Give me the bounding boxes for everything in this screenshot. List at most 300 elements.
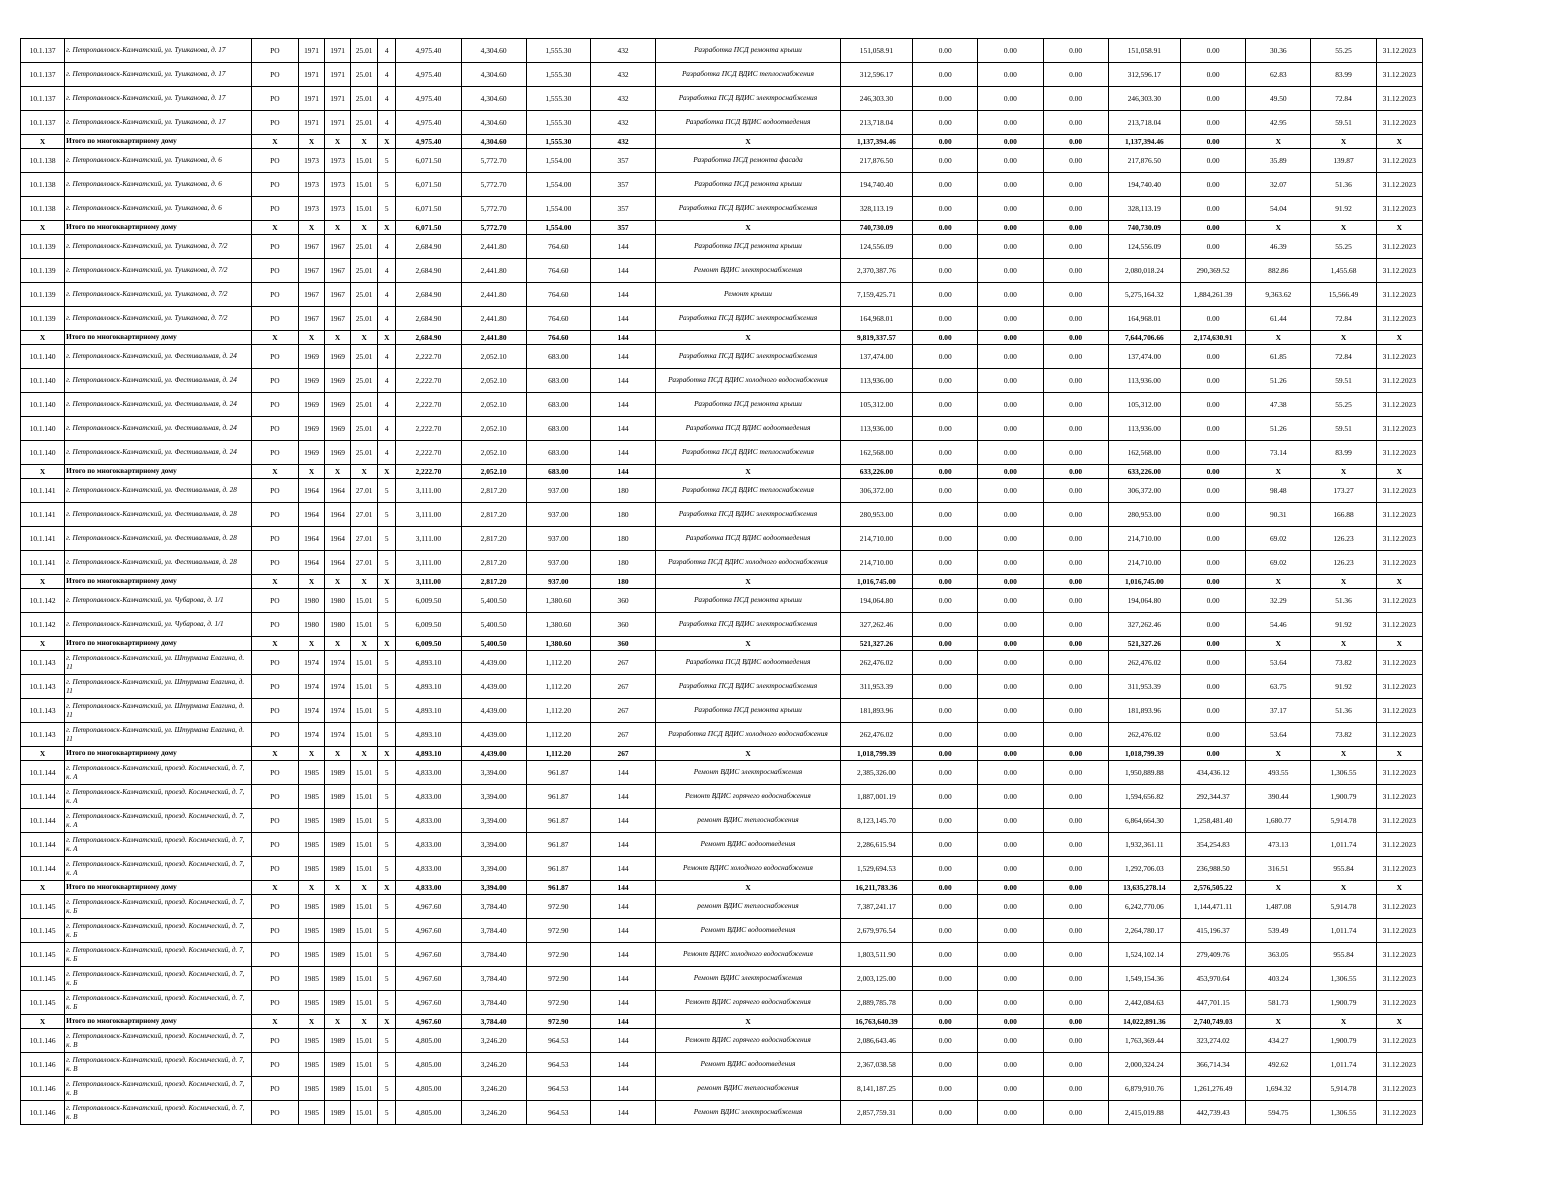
total-cost-cell: 521,327.26 <box>840 637 912 651</box>
year-built-cell: 1969 <box>298 441 324 465</box>
residents-cell: 432 <box>590 135 655 149</box>
total-area-cell: 4,967.60 <box>396 967 461 991</box>
table-row <box>21 393 1423 417</box>
x-mark-cell: Х <box>378 881 396 895</box>
total-cost-cell: 633,226.00 <box>840 465 912 479</box>
floors-cell: 5 <box>378 589 396 613</box>
x-mark-cell: Х <box>325 575 351 589</box>
year-built-cell: 1974 <box>298 651 324 675</box>
cost-federal-cell: 0.00 <box>913 149 978 173</box>
cost-local-cell: 0.00 <box>1043 589 1108 613</box>
x-mark-cell: Х <box>21 575 65 589</box>
x-mark-cell: Х <box>1311 135 1376 149</box>
cost-owners-cell: 6,864,664.30 <box>1108 809 1180 833</box>
total-row <box>21 135 1423 149</box>
roof-area-cell: 937.00 <box>526 479 590 503</box>
total-area-cell: 3,111.00 <box>396 479 461 503</box>
year-commission-cell: 1971 <box>325 39 351 63</box>
x-mark-cell: Х <box>351 331 378 345</box>
cost-regional-cell: 0.00 <box>978 259 1043 283</box>
total-cost-cell: 1,887,001.19 <box>840 785 912 809</box>
cost-other-cell: 366,714.34 <box>1180 1053 1245 1077</box>
floors-cell: 5 <box>378 943 396 967</box>
year-built-cell: 1973 <box>298 173 324 197</box>
address-cell: г. Петропавловск-Камчатский, ул. Фестивальная, д. 28 <box>65 527 252 551</box>
x-mark-cell: Х <box>298 221 324 235</box>
year-commission-cell: 1980 <box>325 589 351 613</box>
cost-owners-cell: 105,312.00 <box>1108 393 1180 417</box>
year-built-cell: 1985 <box>298 1053 324 1077</box>
residents-cell: 180 <box>590 551 655 575</box>
year-commission-cell: 1971 <box>325 87 351 111</box>
total-cost-cell: 2,889,785.78 <box>840 991 912 1015</box>
unit-cost-cell: 98.48 <box>1246 479 1311 503</box>
cost-other-cell: 0.00 <box>1180 479 1245 503</box>
owner-cell: РО <box>251 1077 298 1101</box>
roof-area-cell: 1,112.20 <box>526 651 590 675</box>
x-mark-cell: Х <box>378 465 396 479</box>
residents-cell: 144 <box>590 943 655 967</box>
cost-owners-cell: 1,524,102.14 <box>1108 943 1180 967</box>
cost-other-cell: 0.00 <box>1180 675 1245 699</box>
total-area-cell: 3,111.00 <box>396 575 461 589</box>
owner-cell: РО <box>251 943 298 967</box>
floors-cell: 5 <box>378 809 396 833</box>
cost-owners-cell: 1,932,361.11 <box>1108 833 1180 857</box>
total-cost-cell: 9,819,337.57 <box>840 331 912 345</box>
roof-area-cell: 961.87 <box>526 833 590 857</box>
address-cell: г. Петропавловск-Камчатский, ул. Штурмана Елагина, д. 11 <box>65 699 252 723</box>
address-cell: г. Петропавловск-Камчатский, ул. Тушканова, д. 17 <box>65 111 252 135</box>
year-built-cell: 1985 <box>298 1029 324 1053</box>
total-area-cell: 4,893.10 <box>396 723 461 747</box>
x-mark-cell: Х <box>1376 465 1422 479</box>
residents-cell: 144 <box>590 259 655 283</box>
work-type-cell: Разработка ПСД ремонта крыши <box>656 589 841 613</box>
year-commission-cell: 1989 <box>325 943 351 967</box>
x-mark-cell: Х <box>1246 331 1311 345</box>
year-built-cell: 1985 <box>298 991 324 1015</box>
total-label-cell: Итого по многоквартирному дому <box>65 747 252 761</box>
residential-area-cell: 2,052.10 <box>461 465 526 479</box>
roof-area-cell: 1,555.30 <box>526 135 590 149</box>
row-number-cell: 10.1.139 <box>21 307 65 331</box>
total-label-cell: Итого по многоквартирному дому <box>65 1015 252 1029</box>
cost-other-cell: 354,254.83 <box>1180 833 1245 857</box>
unit-cost-cell: 32.07 <box>1246 173 1311 197</box>
unit-cost-cell: 53.64 <box>1246 723 1311 747</box>
cost-owners-cell: 311,953.39 <box>1108 675 1180 699</box>
wall-material-cell: 15.01 <box>351 919 378 943</box>
roof-area-cell: 683.00 <box>526 393 590 417</box>
unit-cost-cell: 53.64 <box>1246 651 1311 675</box>
year-commission-cell: 1967 <box>325 235 351 259</box>
unit-cost-cell: 390.44 <box>1246 785 1311 809</box>
floors-cell: 4 <box>378 441 396 465</box>
address-cell: г. Петропавловск-Камчатский, проезд. Космический, д. 7, к. А <box>65 833 252 857</box>
roof-area-cell: 764.60 <box>526 259 590 283</box>
residential-area-cell: 2,052.10 <box>461 441 526 465</box>
work-type-cell: Разработка ПСД ВДИС электроснабжения <box>656 503 841 527</box>
year-commission-cell: 1964 <box>325 479 351 503</box>
year-commission-cell: 1969 <box>325 345 351 369</box>
residential-area-cell: 5,772.70 <box>461 173 526 197</box>
address-cell: г. Петропавловск-Камчатский, ул. Штурмана Елагина, д. 11 <box>65 675 252 699</box>
work-type-cell: Разработка ПСД ремонта крыши <box>656 173 841 197</box>
cost-other-cell: 1,258,481.40 <box>1180 809 1245 833</box>
total-cost-cell: 328,113.19 <box>840 197 912 221</box>
address-cell: г. Петропавловск-Камчатский, проезд. Космический, д. 7, к. А <box>65 785 252 809</box>
floors-cell: 5 <box>378 833 396 857</box>
cost-other-cell: 0.00 <box>1180 551 1245 575</box>
x-mark-cell: Х <box>298 1015 324 1029</box>
unit-cost-cell: 363.05 <box>1246 943 1311 967</box>
address-cell: г. Петропавловск-Камчатский, ул. Фестивальная, д. 24 <box>65 417 252 441</box>
deadline-cell: 31.12.2023 <box>1376 551 1422 575</box>
x-mark-cell: Х <box>656 881 841 895</box>
total-area-cell: 4,833.00 <box>396 761 461 785</box>
cost-owners-cell: 1,763,369.44 <box>1108 1029 1180 1053</box>
cost-regional-cell: 0.00 <box>978 991 1043 1015</box>
unit-cost-cell: 492.62 <box>1246 1053 1311 1077</box>
cost-regional-cell: 0.00 <box>978 967 1043 991</box>
year-built-cell: 1985 <box>298 833 324 857</box>
cost-local-cell: 0.00 <box>1043 221 1108 235</box>
cost-other-cell: 236,988.50 <box>1180 857 1245 881</box>
cost-other-cell: 0.00 <box>1180 575 1245 589</box>
cost-other-cell: 1,144,471.11 <box>1180 895 1245 919</box>
residential-area-cell: 3,394.00 <box>461 881 526 895</box>
table-row <box>21 87 1423 111</box>
year-built-cell: 1967 <box>298 259 324 283</box>
cost-federal-cell: 0.00 <box>913 857 978 881</box>
cost-local-cell: 0.00 <box>1043 1101 1108 1125</box>
unit-limit-cell: 1,900.79 <box>1311 1029 1376 1053</box>
floors-cell: 5 <box>378 723 396 747</box>
roof-area-cell: 1,554.00 <box>526 173 590 197</box>
year-built-cell: 1985 <box>298 761 324 785</box>
address-cell: г. Петропавловск-Камчатский, проезд. Космический, д. 7, к. Б <box>65 967 252 991</box>
unit-limit-cell: 72.84 <box>1311 345 1376 369</box>
x-mark-cell: Х <box>656 637 841 651</box>
cost-other-cell: 442,739.43 <box>1180 1101 1245 1125</box>
cost-other-cell: 0.00 <box>1180 111 1245 135</box>
x-mark-cell: Х <box>1246 1015 1311 1029</box>
roof-area-cell: 937.00 <box>526 503 590 527</box>
roof-area-cell: 1,555.30 <box>526 63 590 87</box>
total-cost-cell: 194,740.40 <box>840 173 912 197</box>
x-mark-cell: Х <box>378 331 396 345</box>
residents-cell: 144 <box>590 1053 655 1077</box>
total-cost-cell: 113,936.00 <box>840 369 912 393</box>
floors-cell: 4 <box>378 87 396 111</box>
x-mark-cell: Х <box>1376 1015 1422 1029</box>
x-mark-cell: Х <box>1311 575 1376 589</box>
cost-federal-cell: 0.00 <box>913 613 978 637</box>
cost-other-cell: 0.00 <box>1180 651 1245 675</box>
total-area-cell: 4,833.00 <box>396 785 461 809</box>
cost-regional-cell: 0.00 <box>978 895 1043 919</box>
address-cell: г. Петропавловск-Камчатский, проезд. Космический, д. 7, к. Б <box>65 991 252 1015</box>
cost-other-cell: 0.00 <box>1180 135 1245 149</box>
cost-local-cell: 0.00 <box>1043 465 1108 479</box>
x-mark-cell: Х <box>1246 637 1311 651</box>
cost-regional-cell: 0.00 <box>978 1077 1043 1101</box>
floors-cell: 5 <box>378 479 396 503</box>
cost-owners-cell: 1,292,706.03 <box>1108 857 1180 881</box>
wall-material-cell: 15.01 <box>351 809 378 833</box>
x-mark-cell: Х <box>351 135 378 149</box>
cost-other-cell: 0.00 <box>1180 503 1245 527</box>
x-mark-cell: Х <box>378 747 396 761</box>
cost-regional-cell: 0.00 <box>978 197 1043 221</box>
x-mark-cell: Х <box>298 135 324 149</box>
work-type-cell: Ремонт ВДИС электроснабжения <box>656 1101 841 1125</box>
cost-regional-cell: 0.00 <box>978 393 1043 417</box>
address-cell: г. Петропавловск-Камчатский, ул. Тушканова, д. 7/2 <box>65 307 252 331</box>
cost-federal-cell: 0.00 <box>913 1053 978 1077</box>
wall-material-cell: 15.01 <box>351 991 378 1015</box>
residents-cell: 144 <box>590 761 655 785</box>
total-area-cell: 4,967.60 <box>396 1015 461 1029</box>
table-row <box>21 1029 1423 1053</box>
year-commission-cell: 1973 <box>325 197 351 221</box>
unit-limit-cell: 83.99 <box>1311 63 1376 87</box>
cost-regional-cell: 0.00 <box>978 307 1043 331</box>
x-mark-cell: Х <box>21 1015 65 1029</box>
x-mark-cell: Х <box>298 575 324 589</box>
deadline-cell: 31.12.2023 <box>1376 1029 1422 1053</box>
residential-area-cell: 2,441.80 <box>461 259 526 283</box>
cost-local-cell: 0.00 <box>1043 393 1108 417</box>
floors-cell: 5 <box>378 857 396 881</box>
unit-limit-cell: 91.92 <box>1311 675 1376 699</box>
unit-cost-cell: 403.24 <box>1246 967 1311 991</box>
year-commission-cell: 1967 <box>325 307 351 331</box>
cost-federal-cell: 0.00 <box>913 441 978 465</box>
residents-cell: 144 <box>590 1015 655 1029</box>
table-row <box>21 943 1423 967</box>
cost-federal-cell: 0.00 <box>913 393 978 417</box>
cost-regional-cell: 0.00 <box>978 331 1043 345</box>
roof-area-cell: 1,112.20 <box>526 699 590 723</box>
year-commission-cell: 1989 <box>325 991 351 1015</box>
cost-owners-cell: 194,064.80 <box>1108 589 1180 613</box>
row-number-cell: 10.1.145 <box>21 967 65 991</box>
cost-owners-cell: 521,327.26 <box>1108 637 1180 651</box>
table-row <box>21 197 1423 221</box>
roof-area-cell: 972.90 <box>526 991 590 1015</box>
cost-regional-cell: 0.00 <box>978 283 1043 307</box>
residential-area-cell: 2,817.20 <box>461 479 526 503</box>
work-type-cell: Разработка ПСД ВДИС холодного водоснабжения <box>656 551 841 575</box>
deadline-cell: 31.12.2023 <box>1376 63 1422 87</box>
x-mark-cell: Х <box>1246 135 1311 149</box>
residents-cell: 360 <box>590 637 655 651</box>
x-mark-cell: Х <box>325 221 351 235</box>
work-type-cell: Разработка ПСД ВДИС водоотведения <box>656 651 841 675</box>
year-built-cell: 1969 <box>298 345 324 369</box>
cost-local-cell: 0.00 <box>1043 895 1108 919</box>
total-area-cell: 6,071.50 <box>396 197 461 221</box>
x-mark-cell: Х <box>1376 221 1422 235</box>
cost-regional-cell: 0.00 <box>978 809 1043 833</box>
table-row <box>21 235 1423 259</box>
unit-limit-cell: 126.23 <box>1311 527 1376 551</box>
cost-federal-cell: 0.00 <box>913 1029 978 1053</box>
cost-owners-cell: 194,740.40 <box>1108 173 1180 197</box>
address-cell: г. Петропавловск-Камчатский, ул. Тушканова, д. 6 <box>65 149 252 173</box>
table-row <box>21 149 1423 173</box>
residential-area-cell: 4,304.60 <box>461 111 526 135</box>
year-commission-cell: 1989 <box>325 1029 351 1053</box>
x-mark-cell: Х <box>351 575 378 589</box>
total-area-cell: 4,833.00 <box>396 833 461 857</box>
residential-area-cell: 3,394.00 <box>461 857 526 881</box>
cost-owners-cell: 2,442,084.63 <box>1108 991 1180 1015</box>
residential-area-cell: 3,246.20 <box>461 1077 526 1101</box>
cost-local-cell: 0.00 <box>1043 331 1108 345</box>
floors-cell: 4 <box>378 259 396 283</box>
roof-area-cell: 972.90 <box>526 943 590 967</box>
cost-other-cell: 0.00 <box>1180 723 1245 747</box>
cost-federal-cell: 0.00 <box>913 259 978 283</box>
unit-limit-cell: 1,900.79 <box>1311 785 1376 809</box>
year-built-cell: 1985 <box>298 943 324 967</box>
floors-cell: 5 <box>378 197 396 221</box>
cost-federal-cell: 0.00 <box>913 699 978 723</box>
residents-cell: 267 <box>590 699 655 723</box>
unit-cost-cell: 61.85 <box>1246 345 1311 369</box>
total-cost-cell: 1,529,694.53 <box>840 857 912 881</box>
table-row <box>21 479 1423 503</box>
cost-federal-cell: 0.00 <box>913 575 978 589</box>
address-cell: г. Петропавловск-Камчатский, ул. Тушканова, д. 17 <box>65 63 252 87</box>
cost-regional-cell: 0.00 <box>978 149 1043 173</box>
unit-limit-cell: 1,306.55 <box>1311 1101 1376 1125</box>
address-cell: г. Петропавловск-Камчатский, проезд. Космический, д. 7, к. Б <box>65 919 252 943</box>
work-type-cell: Разработка ПСД ремонта крыши <box>656 393 841 417</box>
residential-area-cell: 5,772.70 <box>461 221 526 235</box>
cost-federal-cell: 0.00 <box>913 991 978 1015</box>
roof-area-cell: 937.00 <box>526 551 590 575</box>
floors-cell: 4 <box>378 235 396 259</box>
deadline-cell: 31.12.2023 <box>1376 417 1422 441</box>
cost-owners-cell: 1,018,799.39 <box>1108 747 1180 761</box>
year-commission-cell: 1989 <box>325 785 351 809</box>
cost-regional-cell: 0.00 <box>978 369 1043 393</box>
roof-area-cell: 683.00 <box>526 345 590 369</box>
cost-federal-cell: 0.00 <box>913 235 978 259</box>
owner-cell: РО <box>251 527 298 551</box>
deadline-cell: 31.12.2023 <box>1376 1077 1422 1101</box>
x-mark-cell: Х <box>378 575 396 589</box>
owner-cell: РО <box>251 857 298 881</box>
year-commission-cell: 1964 <box>325 503 351 527</box>
total-row <box>21 465 1423 479</box>
total-cost-cell: 213,718.04 <box>840 111 912 135</box>
x-mark-cell: Х <box>251 747 298 761</box>
unit-cost-cell: 434.27 <box>1246 1029 1311 1053</box>
total-cost-cell: 2,385,326.00 <box>840 761 912 785</box>
roof-area-cell: 937.00 <box>526 575 590 589</box>
row-number-cell: 10.1.144 <box>21 785 65 809</box>
address-cell: г. Петропавловск-Камчатский, ул. Тушканова, д. 7/2 <box>65 283 252 307</box>
floors-cell: 4 <box>378 111 396 135</box>
x-mark-cell: Х <box>351 881 378 895</box>
unit-limit-cell: 1,455.68 <box>1311 259 1376 283</box>
work-type-cell: Разработка ПСД ремонта крыши <box>656 235 841 259</box>
row-number-cell: 10.1.143 <box>21 699 65 723</box>
wall-material-cell: 25.01 <box>351 283 378 307</box>
year-built-cell: 1973 <box>298 197 324 221</box>
wall-material-cell: 15.01 <box>351 1101 378 1125</box>
total-cost-cell: 246,303.30 <box>840 87 912 111</box>
owner-cell: РО <box>251 675 298 699</box>
cost-owners-cell: 137,474.00 <box>1108 345 1180 369</box>
total-area-cell: 6,071.50 <box>396 173 461 197</box>
total-cost-cell: 262,476.02 <box>840 723 912 747</box>
deadline-cell: 31.12.2023 <box>1376 197 1422 221</box>
year-built-cell: 1974 <box>298 699 324 723</box>
wall-material-cell: 15.01 <box>351 895 378 919</box>
residential-area-cell: 4,439.00 <box>461 699 526 723</box>
cost-other-cell: 1,261,276.49 <box>1180 1077 1245 1101</box>
total-cost-cell: 164,968.01 <box>840 307 912 331</box>
x-mark-cell: Х <box>656 747 841 761</box>
work-type-cell: Разработка ПСД ВДИС холодного водоснабжения <box>656 369 841 393</box>
year-commission-cell: 1989 <box>325 919 351 943</box>
cost-regional-cell: 0.00 <box>978 479 1043 503</box>
cost-other-cell: 2,576,505.22 <box>1180 881 1245 895</box>
table-row <box>21 345 1423 369</box>
cost-local-cell: 0.00 <box>1043 785 1108 809</box>
year-commission-cell: 1974 <box>325 723 351 747</box>
work-type-cell: Ремонт ВДИС электроснабжения <box>656 761 841 785</box>
unit-cost-cell: 882.86 <box>1246 259 1311 283</box>
unit-limit-cell: 59.51 <box>1311 111 1376 135</box>
residents-cell: 144 <box>590 881 655 895</box>
cost-local-cell: 0.00 <box>1043 259 1108 283</box>
residential-area-cell: 5,772.70 <box>461 149 526 173</box>
work-type-cell: Разработка ПСД ВДИС водоотведения <box>656 527 841 551</box>
roof-area-cell: 1,554.00 <box>526 221 590 235</box>
cost-federal-cell: 0.00 <box>913 919 978 943</box>
cost-local-cell: 0.00 <box>1043 967 1108 991</box>
unit-cost-cell: 61.44 <box>1246 307 1311 331</box>
total-cost-cell: 1,016,745.00 <box>840 575 912 589</box>
unit-cost-cell: 35.89 <box>1246 149 1311 173</box>
cost-owners-cell: 124,556.09 <box>1108 235 1180 259</box>
cost-federal-cell: 0.00 <box>913 503 978 527</box>
table-row <box>21 441 1423 465</box>
residential-area-cell: 3,246.20 <box>461 1101 526 1125</box>
floors-cell: 5 <box>378 919 396 943</box>
residents-cell: 360 <box>590 589 655 613</box>
total-cost-cell: 8,123,145.70 <box>840 809 912 833</box>
address-cell: г. Петропавловск-Камчатский, ул. Тушканова, д. 7/2 <box>65 235 252 259</box>
unit-cost-cell: 51.26 <box>1246 369 1311 393</box>
roof-area-cell: 1,112.20 <box>526 675 590 699</box>
owner-cell: РО <box>251 589 298 613</box>
year-built-cell: 1971 <box>298 87 324 111</box>
cost-regional-cell: 0.00 <box>978 173 1043 197</box>
total-label-cell: Итого по многоквартирному дому <box>65 465 252 479</box>
cost-local-cell: 0.00 <box>1043 613 1108 637</box>
deadline-cell: 31.12.2023 <box>1376 723 1422 747</box>
cost-owners-cell: 633,226.00 <box>1108 465 1180 479</box>
total-label-cell: Итого по многоквартирному дому <box>65 881 252 895</box>
